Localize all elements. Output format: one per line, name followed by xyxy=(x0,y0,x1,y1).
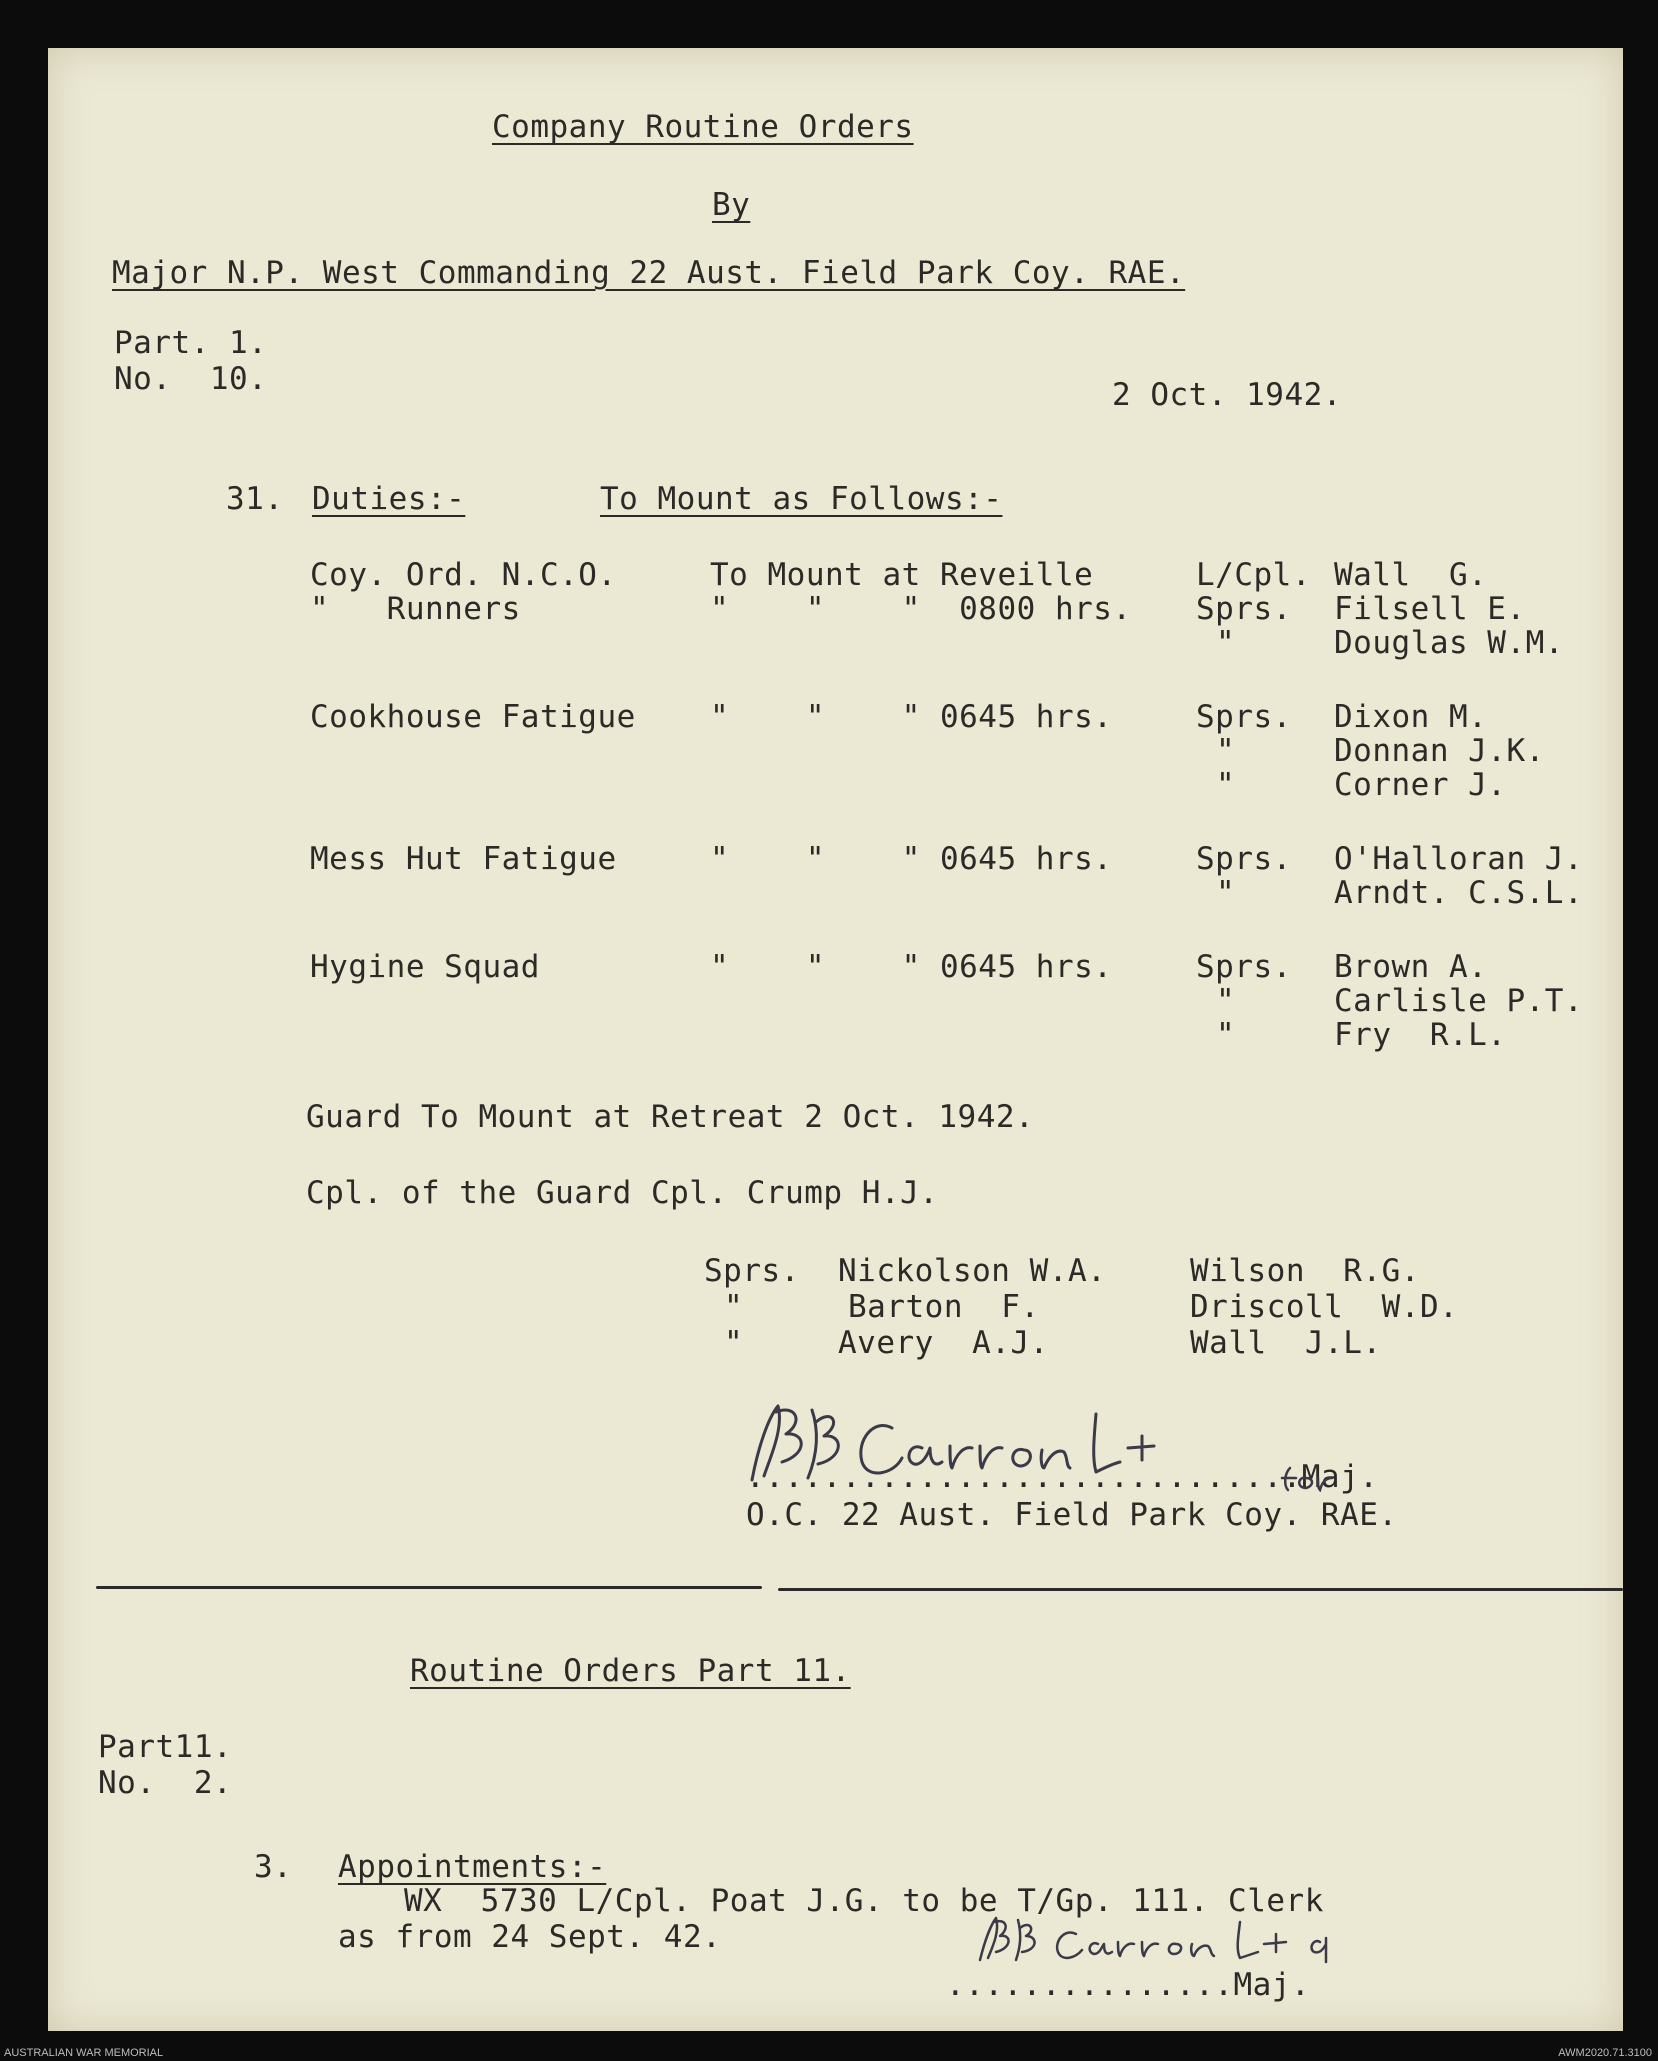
handwritten-signature-second xyxy=(964,1908,1364,1968)
name-cell: Corner J. xyxy=(1334,767,1507,803)
time-cell: " " " 0645 hrs. xyxy=(710,841,1113,877)
rank-cell: Sprs. xyxy=(1196,591,1292,627)
duty-cell: Coy. Ord. N.C.O. xyxy=(310,557,617,593)
duty-cell: Cookhouse Fatigue xyxy=(310,699,636,735)
guard-rank: Sprs. xyxy=(704,1253,800,1289)
appointments-heading: Appointments:- xyxy=(338,1849,607,1885)
name-cell: Wall G. xyxy=(1334,557,1488,593)
appointment-line-1: WX 5730 L/Cpl. Poat J.G. to be T/Gp. 111. Clerk xyxy=(404,1883,1324,1919)
footer-reference: AWM2020.71.3100 xyxy=(1558,2047,1652,2059)
time-cell: " " " 0645 hrs. xyxy=(710,949,1113,985)
part-two-label: Part11. xyxy=(98,1729,233,1765)
name-cell: Arndt. C.S.L. xyxy=(1334,875,1584,911)
rank-cell: Sprs. xyxy=(1196,699,1292,735)
duties-item-number: 31. xyxy=(226,481,284,517)
name-cell: Donnan J.K. xyxy=(1334,733,1545,769)
name-cell: O'Halloran J. xyxy=(1334,841,1584,877)
name-cell: Carlisle P.T. xyxy=(1334,983,1584,1019)
rank-cell: Sprs. xyxy=(1196,949,1292,985)
section-divider-right xyxy=(778,1588,1623,1591)
rank-cell: L/Cpl. xyxy=(1196,557,1311,593)
appointments-item-number: 3. xyxy=(254,1849,293,1885)
footer-source: AUSTRALIAN WAR MEMORIAL xyxy=(4,2047,164,2059)
name-cell: Brown A. xyxy=(1334,949,1488,985)
appointment-line-2: as from 24 Sept. 42. xyxy=(338,1919,722,1955)
rank-cell: Sprs. xyxy=(1196,841,1292,877)
guard-rank: " xyxy=(724,1325,744,1361)
document-page xyxy=(48,48,1623,2031)
name-cell: Douglas W.M. xyxy=(1334,625,1564,661)
name-cell: Dixon M. xyxy=(1334,699,1488,735)
duty-cell: Mess Hut Fatigue xyxy=(310,841,617,877)
by-line: By xyxy=(712,187,751,223)
name-cell: Fry R.L. xyxy=(1334,1017,1507,1053)
guard-name: Barton F. xyxy=(848,1289,1040,1325)
rank-cell: " xyxy=(1216,983,1236,1019)
commander-line: Major N.P. West Commanding 22 Aust. Field Park Coy. RAE. xyxy=(112,255,1186,291)
duty-cell: Hygine Squad xyxy=(310,949,540,985)
rank-cell: " xyxy=(1216,767,1236,803)
corporal-of-guard-line: Cpl. of the Guard Cpl. Crump H.J. xyxy=(306,1175,939,1211)
section-divider-left xyxy=(96,1586,762,1589)
order-date: 2 Oct. 1942. xyxy=(1112,377,1342,413)
time-cell: " " " 0645 hrs. xyxy=(710,699,1113,735)
rank-cell: " xyxy=(1216,875,1236,911)
duties-subheading: To Mount as Follows:- xyxy=(600,481,1003,517)
duties-heading: Duties:- xyxy=(312,481,466,517)
guard-name: Nickolson W.A. xyxy=(838,1253,1107,1289)
part-two-number: No. 2. xyxy=(98,1765,233,1801)
rank-cell: " xyxy=(1216,1017,1236,1053)
guard-line: Guard To Mount at Retreat 2 Oct. 1942. xyxy=(306,1099,1035,1135)
guard-name: Wall J.L. xyxy=(1190,1325,1382,1361)
guard-name: Wilson R.G. xyxy=(1190,1253,1420,1289)
time-cell: " " " 0800 hrs. xyxy=(710,591,1132,627)
guard-name: Avery A.J. xyxy=(838,1325,1049,1361)
handwritten-for xyxy=(1276,1464,1336,1492)
signature-dotted-line: .............................Maj. xyxy=(746,1459,1379,1495)
name-cell: Filsell E. xyxy=(1334,591,1526,627)
part-two-title: Routine Orders Part 11. xyxy=(410,1653,851,1689)
guard-name: Driscoll W.D. xyxy=(1190,1289,1459,1325)
signature-unit: O.C. 22 Aust. Field Park Coy. RAE. xyxy=(746,1497,1398,1533)
guard-rank: " xyxy=(724,1289,744,1325)
duty-cell: " Runners xyxy=(310,591,521,627)
signature-dotted-line-second: ...............Maj. xyxy=(946,1967,1311,2003)
rank-cell: " xyxy=(1216,733,1236,769)
rank-cell: " xyxy=(1216,625,1236,661)
order-number: No. 10. xyxy=(114,361,268,397)
document-title: Company Routine Orders xyxy=(492,109,914,145)
time-cell: To Mount at Reveille xyxy=(710,557,1094,593)
part-number: Part. 1. xyxy=(114,325,268,361)
